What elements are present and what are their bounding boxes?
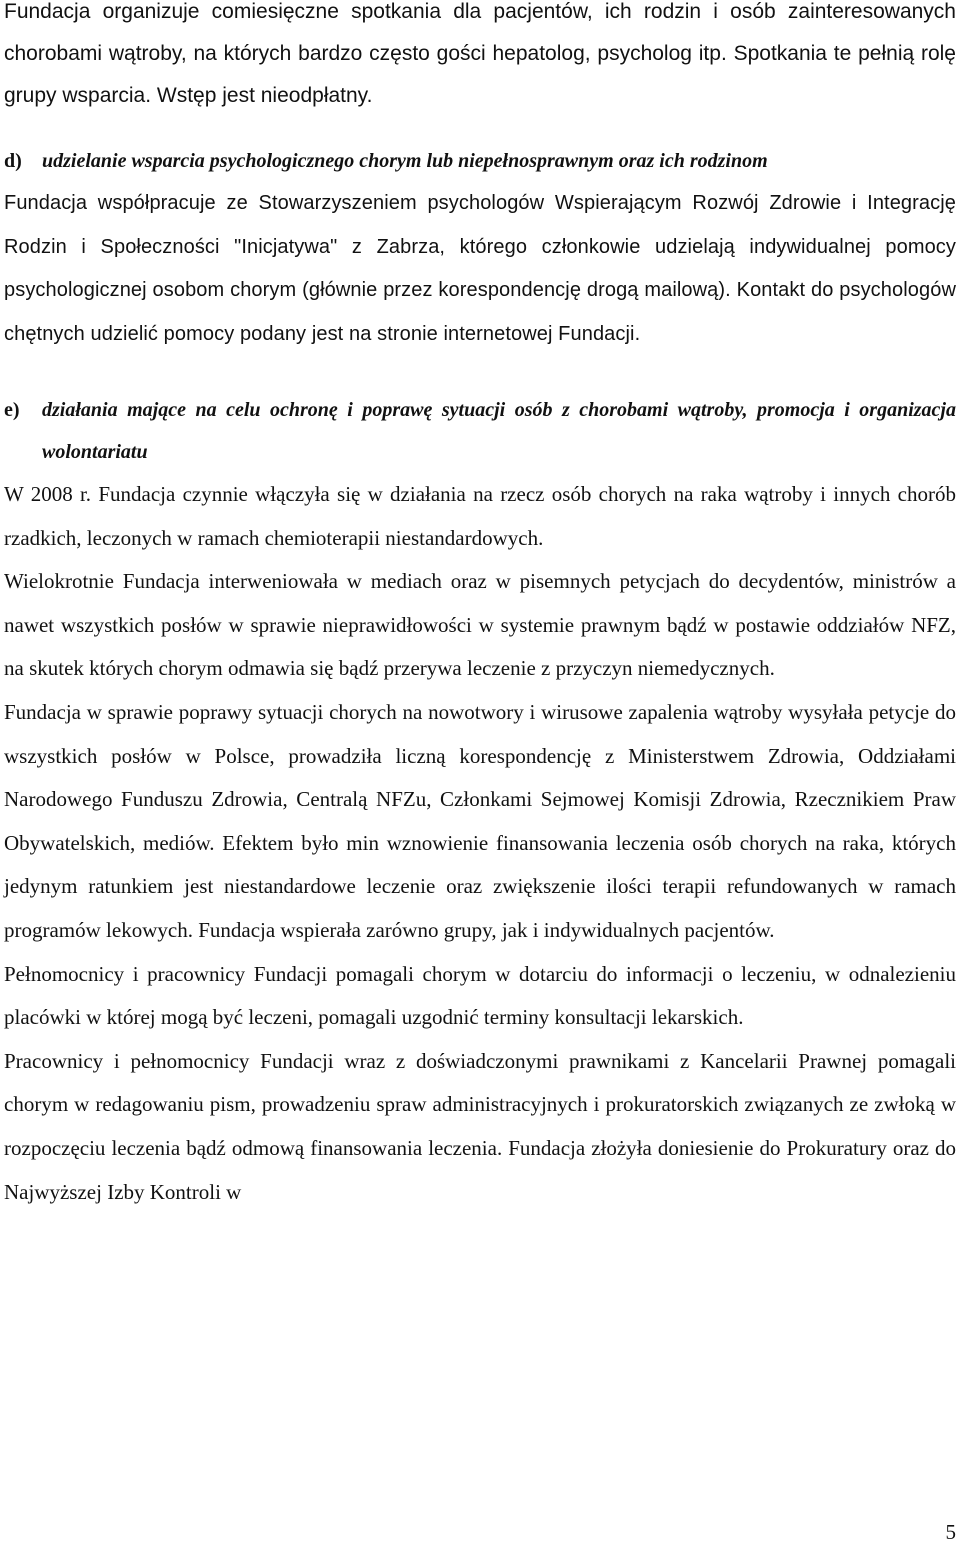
section-e-paragraph-3: Fundacja w sprawie poprawy sytuacji chorych na nowotwory i wirusowe zapalenia wątroby wysyłała petycje do wszystkich posłów w Polsce, prowadziła liczną korespondencję z Ministerstwem Zdrowia, Oddziałami Narodowego Funduszu Zdrowia, Centralą NFZu, Członkami Sejmowej Komisji Zdrowia, Rzecznikiem Praw Obywatelskich, mediów. Efektem było min wznowienie finansowania leczenia osób chorych na raka, których jedynym ratunkiem jest niestandardowe leczenie oraz zwiększenie ilości terapii refundowanych w ramach programów lekowych. Fundacja wspierała zarówno grupy, jak i indywidualnych pacjentów. — [4, 699, 956, 942]
section-e-paragraph-4: Pełnomocnicy i pracownicy Fundacji pomagali chorym w dotarciu do informacji o leczeniu, w odnalezieniu placówki w której mogą być leczeni, pomagali uzgodnić terminy konsultacji lekarskich. — [4, 961, 956, 1030]
section-e-paragraph-2: Wielokrotnie Fundacja interweniowała w mediach oraz w pisemnych petycjach do decydentów, ministrów a nawet wszystkich posłów w sprawie nieprawidłowości w systemie prawnym bądź w postawie oddziałów NFZ, na skutek których chorym odmawia się bądź przerywa leczenie z przyczyn niemedycznych. — [4, 569, 956, 681]
section-e-letter: e) — [4, 399, 20, 421]
section-d-letter: d) — [4, 150, 22, 172]
section-d-paragraph: Fundacja współpracuje ze Stowarzyszeniem psychologów Wspierającym Rozwój Zdrowie i Integrację Rodzin i Społeczności "Inicjatywa" z Zabrza, którego członkowie udzielają indywidualnej pomocy psychologicznej osobom chorym (głównie przez korespondencję drogą mailową). Kontakt do psychologów chętnych udzielić pomocy podany jest na stronie internetowej Fundacji. — [4, 192, 956, 345]
section-e-title: działania mające na celu ochronę i poprawę sytuacji osób z chorobami wątroby, promocja i organizacja wolontariatu — [42, 399, 956, 463]
page-number: 5 — [945, 1520, 956, 1544]
section-e-paragraph-5: Pracownicy i pełnomocnicy Fundacji wraz z doświadczonymi prawnikami z Kancelarii Prawnej pomagali chorym w redagowaniu pism, prowadzeniu spraw administracyjnych i prokuratorskich związanych ze zwłoką w rozpoczęciu leczenia bądź odmową finansowania leczenia. Fundacja złożyła doniesienie do Prokuratury oraz do Najwyższej Izby Kontroli w — [4, 1048, 956, 1204]
document-page — [4, 0, 956, 1214]
intro-paragraph: Fundacja organizuje comiesięczne spotkania dla pacjentów, ich rodzin i osób zainteresowanych chorobami wątroby, na których bardzo często gości hepatolog, psycholog itp. Spotkania te pełnią rolę grupy wsparcia. Wstęp jest nieodpłatny. — [4, 0, 956, 107]
section-d-title: udzielanie wsparcia psychologicznego chorym lub niepełnosprawnym oraz ich rodzinom — [42, 150, 768, 172]
section-d-heading — [4, 140, 956, 182]
section-e-heading — [4, 389, 956, 473]
section-e-paragraph-1: W 2008 r. Fundacja czynnie włączyła się w działania na rzecz osób chorych na raka wątroby i innych chorób rzadkich, leczonych w ramach chemioterapii niestandardowych. — [4, 482, 956, 550]
